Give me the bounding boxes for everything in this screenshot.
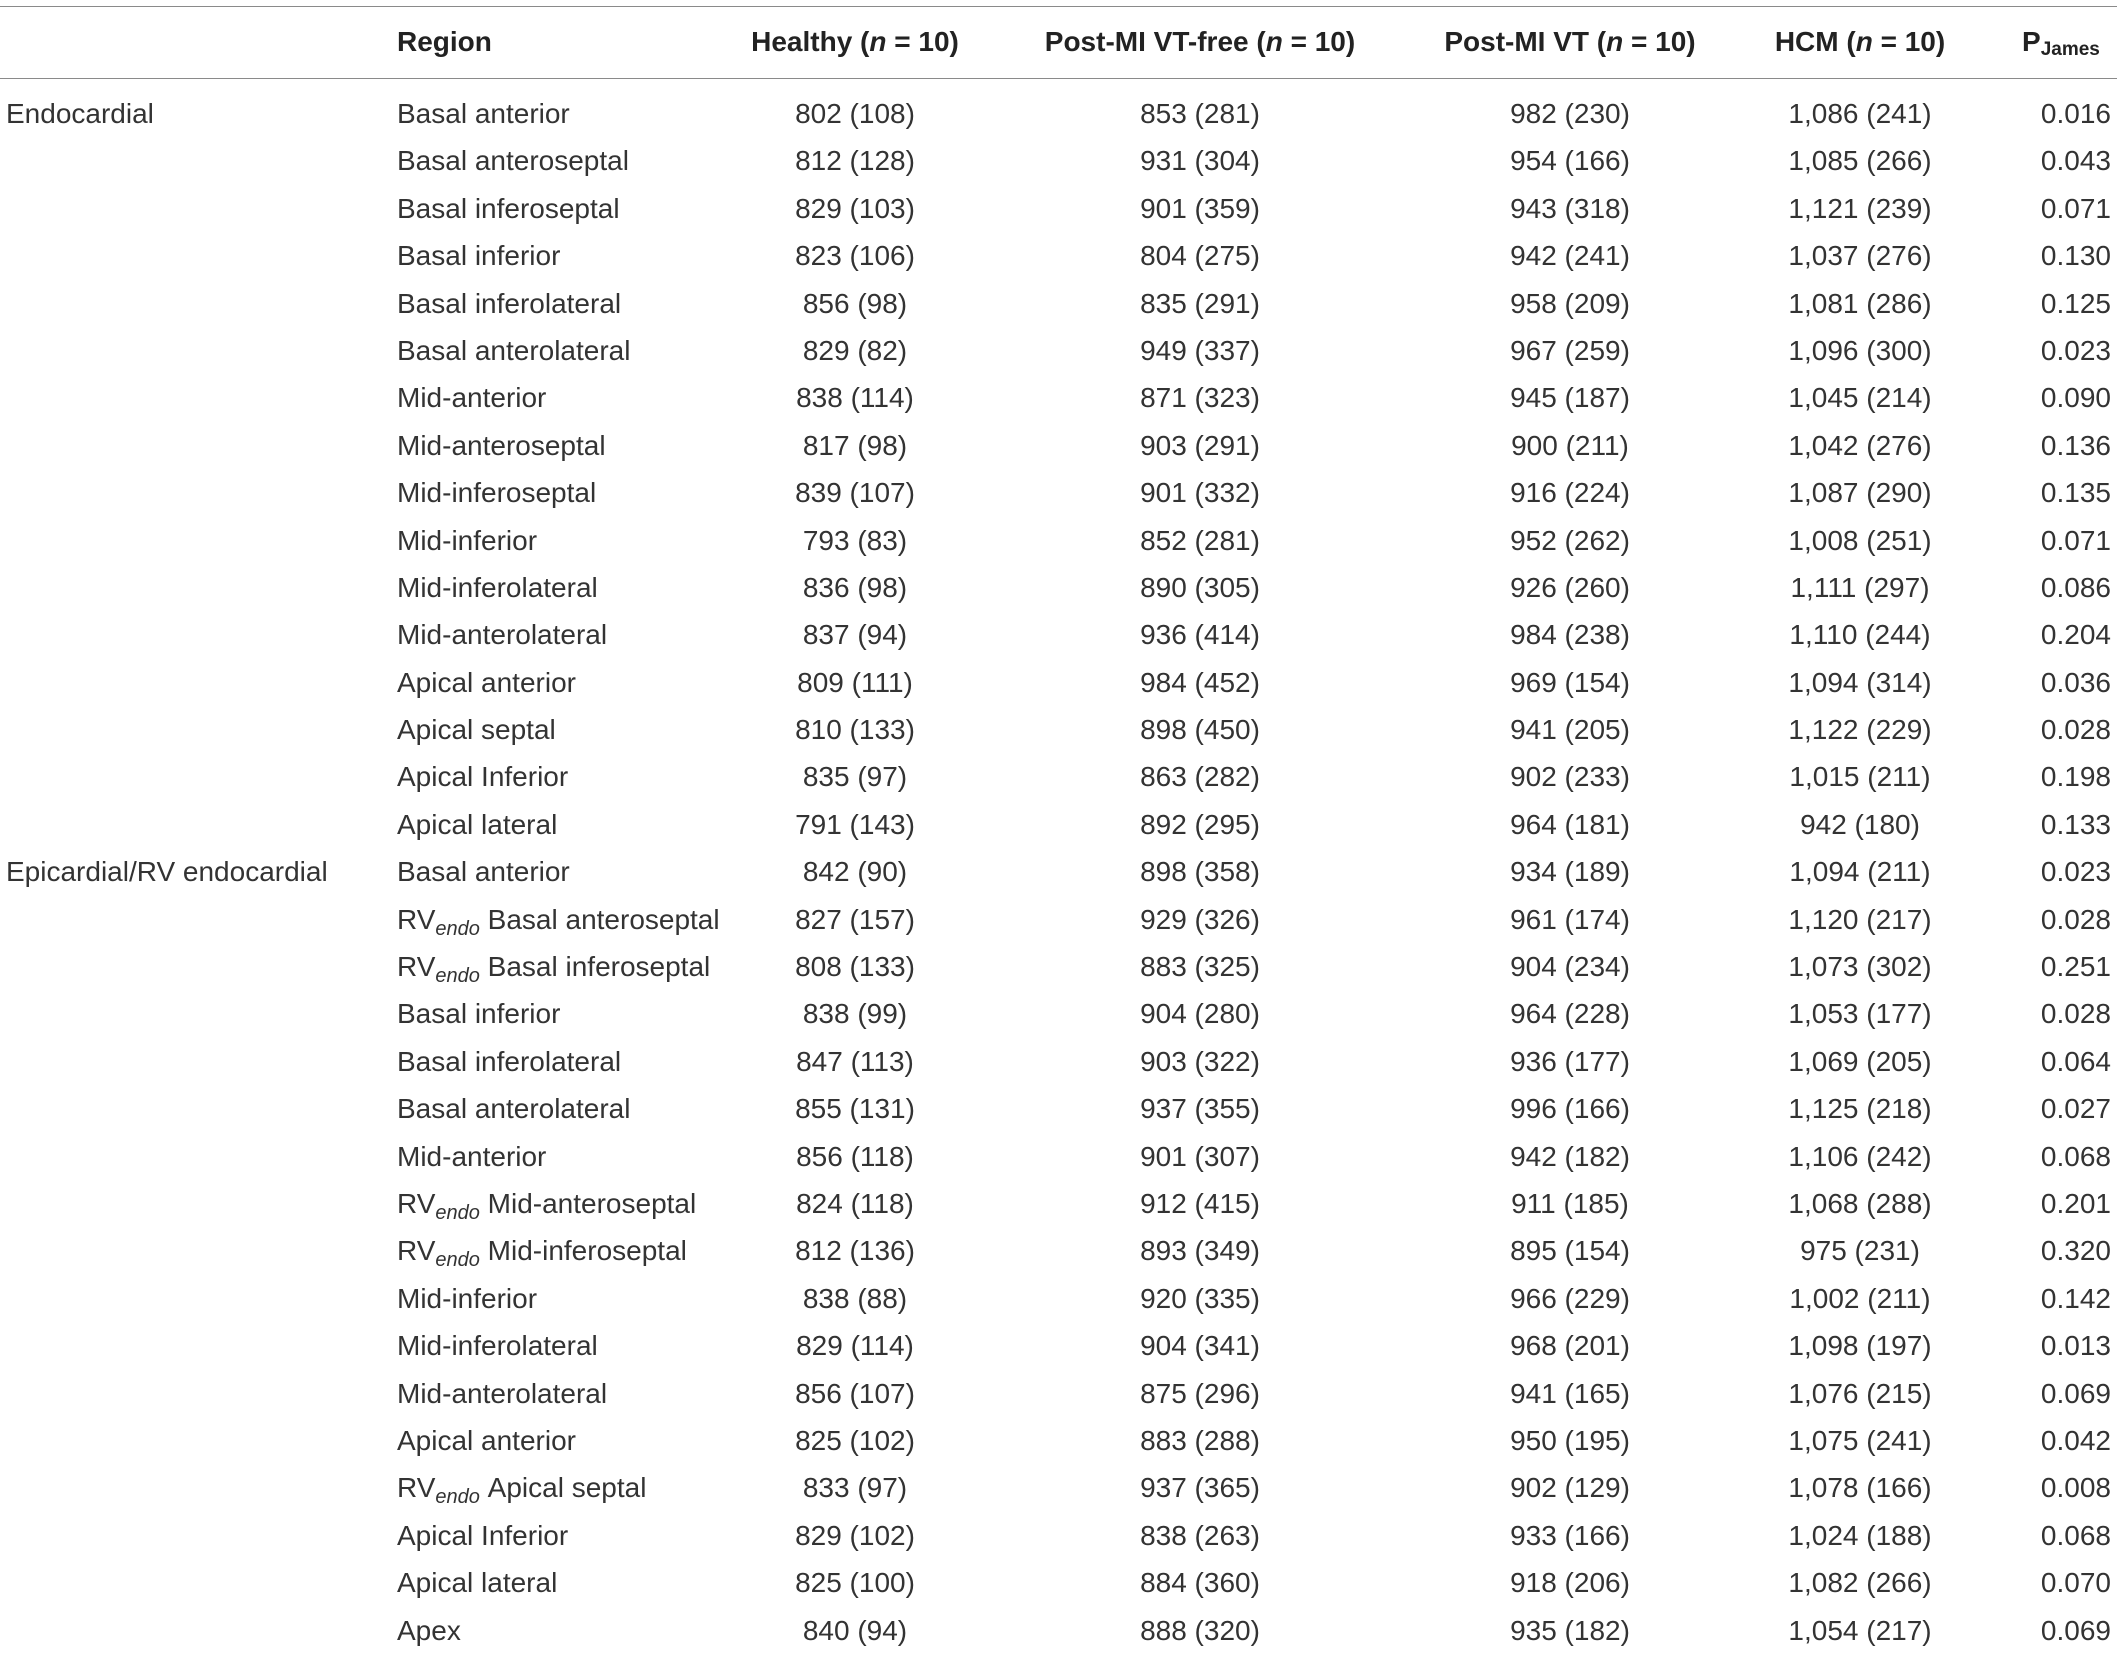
table-row-17	[0, 848, 2117, 895]
table-row-16	[0, 801, 2117, 848]
post-mi-vt-cell: 942 (241)	[1510, 240, 1630, 272]
post-mi-vt-cell: 941 (205)	[1510, 714, 1630, 746]
p-value-cell: 0.130	[2040, 240, 2111, 272]
region-cell: $RV_{endo}$ Basal inferoseptal	[397, 951, 711, 988]
table-row-2	[0, 137, 2117, 184]
region-cell: $RV_{endo}$ Apical septal	[397, 1472, 647, 1509]
healthy-cell: 855 (131)	[795, 1093, 915, 1125]
region-cell: Mid-anterolateral	[397, 619, 608, 651]
region-cell: Basal anteroseptal	[397, 145, 629, 177]
healthy-cell: 808 (133)	[795, 951, 915, 983]
healthy-cell: 840 (94)	[802, 1614, 908, 1646]
region-cell: Mid-anterolateral	[397, 1377, 608, 1409]
post-mi-vt-cell: 900 (211)	[1511, 429, 1629, 461]
post-mi-vt-free-cell: 883 (325)	[1140, 951, 1260, 983]
post-mi-vt-free-cell: 901 (359)	[1140, 192, 1260, 224]
post-mi-vt-cell: 902 (129)	[1510, 1472, 1630, 1504]
p-value-cell: 0.071	[2040, 524, 2111, 556]
table-row-31	[0, 1512, 2117, 1559]
p-value-cell: 0.064	[2040, 1045, 2111, 1077]
table-row-4	[0, 232, 2117, 279]
hcm-cell: 1,094 (314)	[1788, 666, 1932, 698]
table-row-9	[0, 469, 2117, 516]
table-row-27	[0, 1322, 2117, 1369]
table-row-10	[0, 517, 2117, 564]
region-cell: Apical lateral	[397, 1567, 558, 1599]
region-cell: Basal anterior	[397, 856, 570, 888]
hcm-cell: 942 (180)	[1800, 808, 1920, 840]
region-cell: Basal inferior	[397, 998, 561, 1030]
healthy-cell: 829 (103)	[795, 192, 915, 224]
hcm-cell: 1,054 (217)	[1788, 1614, 1932, 1646]
healthy-cell: 802 (108)	[795, 98, 915, 129]
post-mi-vt-cell: 967 (259)	[1510, 334, 1630, 366]
hcm-cell: 1,086 (241)	[1788, 98, 1932, 129]
region-cell: $RV_{endo}$ Mid-inferoseptal	[397, 1235, 687, 1272]
post-mi-vt-free-cell: 890 (305)	[1140, 571, 1260, 603]
healthy-cell: 829 (102)	[795, 1519, 915, 1551]
rv-prefix: $RV_{endo}$	[397, 903, 480, 940]
hcm-cell: 1,045 (214)	[1788, 382, 1932, 414]
post-mi-vt-cell: 942 (182)	[1510, 1140, 1630, 1172]
hcm-cell: 1,110 (244)	[1789, 619, 1931, 651]
hcm-cell: 1,053 (177)	[1788, 998, 1932, 1030]
post-mi-vt-free-cell: 929 (326)	[1140, 903, 1260, 935]
region-cell: Basal inferior	[397, 240, 561, 272]
post-mi-vt-cell: 958 (209)	[1510, 287, 1630, 319]
region-cell: Mid-inferolateral	[397, 1330, 598, 1362]
p-value-cell: 0.136	[2040, 429, 2111, 461]
region-cell: Apical lateral	[397, 808, 558, 840]
healthy-cell: 847 (113)	[796, 1045, 914, 1077]
post-mi-vt-free-cell: 984 (452)	[1140, 666, 1260, 698]
region-cell: Basal inferolateral	[397, 1045, 622, 1077]
rv-prefix: $RV_{endo}$	[397, 951, 480, 988]
p-value-cell: 0.133	[2040, 808, 2111, 840]
post-mi-vt-free-cell: 937 (365)	[1140, 1472, 1260, 1504]
healthy-cell: 835 (97)	[802, 761, 908, 793]
hcm-cell: 1,085 (266)	[1788, 145, 1932, 177]
post-mi-vt-free-cell: 901 (307)	[1140, 1140, 1260, 1172]
p-value-cell: 0.068	[2040, 1519, 2111, 1551]
header-hcm: HCM (n = 10)	[1774, 26, 1946, 57]
p-value-cell: 0.023	[2040, 334, 2111, 366]
post-mi-vt-cell: 926 (260)	[1510, 571, 1630, 603]
post-mi-vt-cell: 934 (189)	[1510, 856, 1630, 888]
post-mi-vt-free-cell: 904 (341)	[1140, 1330, 1260, 1362]
healthy-cell: 836 (98)	[802, 571, 908, 603]
post-mi-vt-cell: 911 (185)	[1511, 1187, 1629, 1219]
region-cell: Basal anterior	[397, 98, 570, 129]
hcm-cell: 1,087 (290)	[1788, 477, 1932, 509]
post-mi-vt-free-cell: 853 (281)	[1140, 98, 1260, 129]
hcm-cell: 1,098 (197)	[1788, 1330, 1932, 1362]
healthy-cell: 823 (106)	[795, 240, 915, 272]
p-value-cell: 0.043	[2040, 145, 2111, 177]
table-row-1	[0, 90, 2117, 137]
post-mi-vt-free-cell: 875 (296)	[1140, 1377, 1260, 1409]
post-mi-vt-free-cell: 949 (337)	[1140, 334, 1260, 366]
p-value-cell: 0.027	[2040, 1093, 2111, 1125]
hcm-cell: 1,078 (166)	[1788, 1472, 1932, 1504]
hcm-cell: 1,082 (266)	[1788, 1567, 1932, 1599]
post-mi-vt-free-cell: 903 (291)	[1140, 429, 1260, 461]
healthy-cell: 856 (107)	[795, 1377, 915, 1409]
post-mi-vt-free-cell: 838 (263)	[1140, 1519, 1260, 1551]
p-value-cell: 0.071	[2040, 192, 2111, 224]
region-cell: Mid-inferolateral	[397, 571, 598, 603]
healthy-cell: 817 (98)	[802, 429, 908, 461]
region-cell: Basal inferolateral	[397, 287, 622, 319]
post-mi-vt-cell: 941 (165)	[1510, 1377, 1630, 1409]
p-value-cell: 0.008	[2040, 1472, 2111, 1504]
hcm-cell: 1,121 (239)	[1788, 192, 1932, 224]
healthy-cell: 839 (107)	[795, 477, 915, 509]
hcm-cell: 1,125 (218)	[1788, 1093, 1932, 1125]
rv-prefix: $RV_{endo}$	[397, 1187, 480, 1224]
table-row-7	[0, 374, 2117, 421]
post-mi-vt-cell: 964 (181)	[1510, 808, 1630, 840]
post-mi-vt-free-cell: 835 (291)	[1140, 287, 1260, 319]
hcm-cell: 1,068 (288)	[1788, 1187, 1932, 1219]
post-mi-vt-free-cell: 893 (349)	[1140, 1235, 1260, 1267]
region-cell: Mid-anterior	[397, 1140, 547, 1172]
p-value-cell: 0.069	[2040, 1614, 2111, 1646]
post-mi-vt-cell: 933 (166)	[1510, 1519, 1630, 1551]
post-mi-vt-cell: 935 (182)	[1510, 1614, 1630, 1646]
post-mi-vt-free-cell: 884 (360)	[1140, 1567, 1260, 1599]
healthy-cell: 825 (100)	[795, 1567, 915, 1599]
table-row-20	[0, 990, 2117, 1037]
hcm-cell: 1,094 (211)	[1789, 856, 1931, 888]
table-row-28	[0, 1370, 2117, 1417]
p-value-cell: 0.070	[2040, 1567, 2111, 1599]
post-mi-vt-cell: 969 (154)	[1510, 666, 1630, 698]
healthy-cell: 812 (136)	[795, 1235, 915, 1267]
healthy-cell: 842 (90)	[802, 856, 908, 888]
post-mi-vt-cell: 968 (201)	[1510, 1330, 1630, 1362]
header-post-mi-vt: Post-MI VT (n = 10)	[1444, 26, 1696, 57]
table-row-11	[0, 564, 2117, 611]
p-value-cell: 0.251	[2040, 951, 2111, 983]
healthy-cell: 809 (111)	[797, 666, 913, 698]
post-mi-vt-free-cell: 936 (414)	[1140, 619, 1260, 651]
group-cell: Endocardial	[6, 98, 154, 129]
healthy-cell: 812 (128)	[795, 145, 915, 177]
rv-prefix: $RV_{endo}$	[397, 1472, 480, 1509]
post-mi-vt-cell: 943 (318)	[1510, 192, 1630, 224]
post-mi-vt-cell: 961 (174)	[1510, 903, 1630, 935]
rv-prefix: $RV_{endo}$	[397, 1235, 480, 1272]
table-row-14	[0, 706, 2117, 753]
p-value-cell: 0.069	[2040, 1377, 2111, 1409]
p-value-cell: 0.086	[2040, 571, 2111, 603]
post-mi-vt-cell: 996 (166)	[1510, 1093, 1630, 1125]
healthy-cell: 827 (157)	[795, 903, 915, 935]
region-cell: Apical septal	[397, 714, 556, 746]
table-row-32	[0, 1559, 2117, 1606]
region-cell: Apex	[397, 1614, 461, 1646]
table-row-25	[0, 1227, 2117, 1274]
post-mi-vt-cell: 904 (234)	[1510, 951, 1630, 983]
table-row-13	[0, 659, 2117, 706]
post-mi-vt-free-cell: 883 (288)	[1140, 1424, 1260, 1456]
hcm-cell: 1,002 (211)	[1789, 1282, 1931, 1314]
healthy-cell: 838 (88)	[802, 1282, 908, 1314]
p-value-cell: 0.201	[2040, 1187, 2111, 1219]
healthy-cell: 833 (97)	[802, 1472, 908, 1504]
post-mi-vt-cell: 902 (233)	[1510, 761, 1630, 793]
p-value-cell: 0.090	[2040, 382, 2111, 414]
region-cell: Mid-inferior	[397, 524, 538, 556]
healthy-cell: 810 (133)	[795, 714, 915, 746]
table-row-19	[0, 943, 2117, 990]
p-value-cell: 0.023	[2040, 856, 2111, 888]
table-header-rule	[0, 78, 2117, 79]
header-p-james: $P_{James}$	[2022, 26, 2100, 60]
table-body	[0, 90, 2117, 1654]
region-cell: Mid-inferior	[397, 1282, 538, 1314]
post-mi-vt-free-cell: 892 (295)	[1140, 808, 1260, 840]
hcm-cell: 975 (231)	[1800, 1235, 1920, 1267]
region-cell: Mid-inferoseptal	[397, 477, 597, 509]
healthy-cell: 791 (143)	[795, 808, 915, 840]
table-row-22	[0, 1085, 2117, 1132]
post-mi-vt-cell: 964 (228)	[1510, 998, 1630, 1030]
header-region: Region	[397, 26, 492, 57]
table-row-18	[0, 896, 2117, 943]
header-post-mi-vt-free: Post-MI VT-free (n = 10)	[1044, 26, 1356, 57]
p-value-cell: 0.013	[2040, 1330, 2111, 1362]
post-mi-vt-free-cell: 920 (335)	[1140, 1282, 1260, 1314]
table-row-30	[0, 1464, 2117, 1511]
table-row-3	[0, 185, 2117, 232]
hcm-cell: 1,008 (251)	[1788, 524, 1932, 556]
post-mi-vt-free-cell: 937 (355)	[1140, 1093, 1260, 1125]
post-mi-vt-cell: 945 (187)	[1510, 382, 1630, 414]
p-value-cell: 0.320	[2040, 1235, 2111, 1267]
p-value-cell: 0.028	[2040, 998, 2111, 1030]
p-value-cell: 0.028	[2040, 714, 2111, 746]
post-mi-vt-free-cell: 888 (320)	[1140, 1614, 1260, 1646]
healthy-cell: 793 (83)	[802, 524, 908, 556]
region-cell: $RV_{endo}$ Mid-anteroseptal	[397, 1187, 697, 1224]
p-value-cell: 0.198	[2040, 761, 2111, 793]
table-row-21	[0, 1038, 2117, 1085]
region-cell: Basal inferoseptal	[397, 192, 620, 224]
table-row-5	[0, 280, 2117, 327]
region-cell: Apical Inferior	[397, 761, 569, 793]
healthy-cell: 829 (114)	[796, 1330, 914, 1362]
post-mi-vt-free-cell: 863 (282)	[1140, 761, 1260, 793]
region-cell: Apical Inferior	[397, 1519, 569, 1551]
healthy-cell: 838 (99)	[802, 998, 908, 1030]
hcm-cell: 1,069 (205)	[1788, 1045, 1932, 1077]
healthy-cell: 829 (82)	[802, 334, 908, 366]
hcm-cell: 1,081 (286)	[1788, 287, 1932, 319]
post-mi-vt-cell: 918 (206)	[1510, 1567, 1630, 1599]
post-mi-vt-free-cell: 904 (280)	[1140, 998, 1260, 1030]
healthy-cell: 838 (114)	[796, 382, 914, 414]
table-row-33	[0, 1607, 2117, 1654]
table-row-8	[0, 422, 2117, 469]
region-cell: Mid-anterior	[397, 382, 547, 414]
post-mi-vt-cell: 916 (224)	[1510, 477, 1630, 509]
region-cell: Apical anterior	[397, 666, 576, 698]
region-cell: Basal anterolateral	[397, 334, 631, 366]
hcm-cell: 1,037 (276)	[1788, 240, 1932, 272]
region-cell: Apical anterior	[397, 1424, 576, 1456]
table-header-row	[0, 6, 2117, 78]
post-mi-vt-free-cell: 901 (332)	[1140, 477, 1260, 509]
p-value-cell: 0.036	[2040, 666, 2111, 698]
p-value-cell: 0.135	[2040, 477, 2111, 509]
table-row-15	[0, 753, 2117, 800]
table-row-29	[0, 1417, 2117, 1464]
post-mi-vt-cell: 954 (166)	[1510, 145, 1630, 177]
post-mi-vt-free-cell: 871 (323)	[1140, 382, 1260, 414]
p-value-cell: 0.142	[2040, 1282, 2111, 1314]
p-value-cell: 0.204	[2040, 619, 2111, 651]
header-healthy: Healthy (n = 10)	[751, 26, 959, 57]
post-mi-vt-free-cell: 931 (304)	[1140, 145, 1260, 177]
region-cell: $RV_{endo}$ Basal anteroseptal	[397, 903, 720, 940]
region-cell: Basal anterolateral	[397, 1093, 631, 1125]
post-mi-vt-cell: 982 (230)	[1510, 98, 1630, 129]
post-mi-vt-free-cell: 912 (415)	[1140, 1187, 1260, 1219]
group-cell: Epicardial/RV endocardial	[6, 856, 328, 888]
hcm-cell: 1,075 (241)	[1788, 1424, 1932, 1456]
hcm-cell: 1,042 (276)	[1788, 429, 1932, 461]
healthy-cell: 856 (118)	[796, 1140, 914, 1172]
healthy-cell: 825 (102)	[795, 1424, 915, 1456]
table-row-6	[0, 327, 2117, 374]
post-mi-vt-free-cell: 898 (450)	[1140, 714, 1260, 746]
post-mi-vt-cell: 950 (195)	[1510, 1424, 1630, 1456]
hcm-cell: 1,106 (242)	[1788, 1140, 1932, 1172]
post-mi-vt-cell: 936 (177)	[1510, 1045, 1630, 1077]
healthy-cell: 824 (118)	[796, 1187, 914, 1219]
hcm-cell: 1,096 (300)	[1788, 334, 1932, 366]
p-value-cell: 0.068	[2040, 1140, 2111, 1172]
hcm-cell: 1,024 (188)	[1788, 1519, 1932, 1551]
table-row-26	[0, 1275, 2117, 1322]
table-row-23	[0, 1133, 2117, 1180]
hcm-cell: 1,015 (211)	[1789, 761, 1931, 793]
post-mi-vt-free-cell: 852 (281)	[1140, 524, 1260, 556]
p-value-cell: 0.125	[2040, 287, 2111, 319]
table-row-24	[0, 1180, 2117, 1227]
healthy-cell: 837 (94)	[802, 619, 908, 651]
p-value-cell: 0.016	[2040, 98, 2111, 129]
table-row-12	[0, 611, 2117, 658]
healthy-cell: 856 (98)	[802, 287, 908, 319]
post-mi-vt-cell: 984 (238)	[1510, 619, 1630, 651]
p-value-cell: 0.042	[2040, 1424, 2111, 1456]
hcm-cell: 1,073 (302)	[1788, 951, 1932, 983]
post-mi-vt-cell: 966 (229)	[1510, 1282, 1630, 1314]
post-mi-vt-free-cell: 804 (275)	[1140, 240, 1260, 272]
post-mi-vt-cell: 952 (262)	[1510, 524, 1630, 556]
post-mi-vt-free-cell: 903 (322)	[1140, 1045, 1260, 1077]
hcm-cell: 1,111 (297)	[1790, 571, 1930, 603]
hcm-cell: 1,122 (229)	[1788, 714, 1932, 746]
hcm-cell: 1,120 (217)	[1788, 903, 1932, 935]
p-value-cell: 0.028	[2040, 903, 2111, 935]
post-mi-vt-free-cell: 898 (358)	[1140, 856, 1260, 888]
hcm-cell: 1,076 (215)	[1788, 1377, 1932, 1409]
region-cell: Mid-anteroseptal	[397, 429, 606, 461]
post-mi-vt-cell: 895 (154)	[1510, 1235, 1630, 1267]
